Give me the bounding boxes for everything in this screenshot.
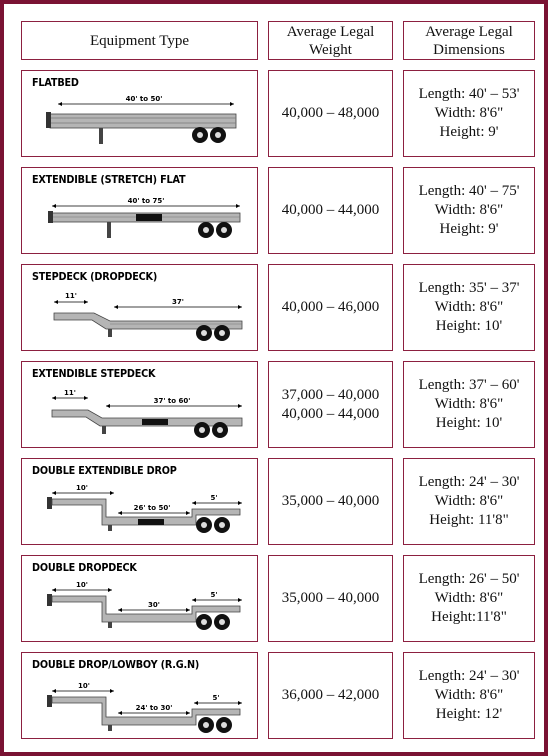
measure-label: 40' to 50': [125, 95, 163, 103]
height-value: Height: 11'8": [429, 512, 509, 528]
equipment-cell-extendible-stepdeck: [21, 361, 258, 448]
width-value: Width: 8'6": [434, 493, 504, 509]
length-value: Length: 40' – 53': [418, 86, 520, 102]
weight-cell-extendible-stepdeck: [268, 361, 393, 448]
length-value: Length: 40' – 75': [418, 183, 520, 199]
measure-label: 37': [172, 298, 184, 306]
equipment-cell-stepdeck: [21, 264, 258, 351]
equipment-title: EXTENDIBLE STEPDECK: [32, 368, 156, 380]
lowboy-trailer-diagram: [22, 653, 259, 740]
weight-cell-flatbed: [268, 70, 393, 157]
weight-value: 40,000 – 48,000: [281, 105, 380, 121]
equipment-title: STEPDECK (DROPDECK): [32, 271, 158, 283]
dimensions-cell-extendible-stepdeck: [403, 361, 535, 448]
length-value: Length: 37' – 60': [418, 377, 520, 393]
equipment-title: FLATBED: [32, 77, 79, 89]
measure-label: 5': [210, 494, 218, 502]
measure-label: 11': [65, 292, 77, 300]
width-value: Width: 8'6": [434, 105, 504, 121]
weight-value: 40,000 – 44,000: [281, 405, 380, 422]
weight-value: 37,000 – 40,000: [281, 386, 380, 403]
extendible-stepdeck-trailer-diagram: [22, 362, 259, 449]
equipment-cell-flatbed: [21, 70, 258, 157]
dimensions-cell-double-drop-lowboy: [403, 652, 535, 739]
height-value: Height: 10': [435, 415, 503, 431]
measure-label: 26' to 50': [133, 504, 171, 512]
dimensions-cell-extendible-flat: [403, 167, 535, 254]
weight-cell-extendible-flat: [268, 167, 393, 254]
length-value: Length: 26' – 50': [418, 571, 520, 587]
measure-label: 5': [210, 591, 218, 599]
width-value: Width: 8'6": [434, 202, 504, 218]
weight-cell-double-dropdeck: [268, 555, 393, 642]
measure-label: 37' to 60': [153, 397, 191, 405]
header-weight-label: Average Legal Weight: [286, 23, 375, 58]
equipment-cell-double-extendible-drop: [21, 458, 258, 545]
length-value: Length: 35' – 37': [418, 280, 520, 296]
extendible-flat-trailer-diagram: [22, 168, 259, 255]
weight-value: 40,000 – 46,000: [281, 299, 380, 315]
double-extendible-drop-trailer-diagram: [22, 459, 259, 546]
flatbed-trailer-diagram: [22, 71, 259, 158]
equipment-cell-extendible-flat: [21, 167, 258, 254]
header-equipment-type-label: Equipment Type: [89, 32, 190, 49]
header-equipment-type: [21, 21, 258, 60]
height-value: Height: 9': [439, 124, 499, 140]
width-value: Width: 8'6": [434, 687, 504, 703]
header-average-legal-weight: [268, 21, 393, 60]
measure-label: 10': [76, 581, 88, 589]
measure-label: 11': [64, 389, 76, 397]
measure-label: 40' to 75': [127, 197, 165, 205]
measure-label: 10': [78, 682, 90, 690]
equipment-cell-double-dropdeck: [21, 555, 258, 642]
equipment-title: EXTENDIBLE (STRETCH) FLAT: [32, 174, 186, 186]
header-average-legal-dimensions: [403, 21, 535, 60]
stepdeck-trailer-diagram: [22, 265, 259, 352]
weight-value: 35,000 – 40,000: [281, 493, 380, 509]
height-value: Height:11'8": [431, 609, 507, 625]
weight-cell-double-extendible-drop: [268, 458, 393, 545]
width-value: Width: 8'6": [434, 396, 504, 412]
height-value: Height: 10': [435, 318, 503, 334]
measure-label: 5': [212, 694, 220, 702]
dimensions-cell-double-dropdeck: [403, 555, 535, 642]
height-value: Height: 12': [435, 706, 503, 722]
equipment-cell-double-drop-lowboy: [21, 652, 258, 739]
weight-value: 35,000 – 40,000: [281, 590, 380, 606]
weight-cell-stepdeck: [268, 264, 393, 351]
dimensions-cell-flatbed: [403, 70, 535, 157]
measure-label: 30': [148, 601, 160, 609]
weight-value: 36,000 – 42,000: [281, 687, 380, 703]
height-value: Height: 9': [439, 221, 499, 237]
double-dropdeck-trailer-diagram: [22, 556, 259, 643]
width-value: Width: 8'6": [434, 299, 504, 315]
header-dimensions-label: Average Legal Dimensions: [425, 23, 513, 58]
length-value: Length: 24' – 30': [418, 474, 520, 490]
equipment-title: DOUBLE DROP/LOWBOY (R.G.N): [32, 659, 200, 671]
equipment-title: DOUBLE DROPDECK: [32, 562, 137, 574]
length-value: Length: 24' – 30': [418, 668, 520, 684]
measure-label: 24' to 30': [135, 704, 173, 712]
weight-cell-double-drop-lowboy: [268, 652, 393, 739]
weight-value: 40,000 – 44,000: [281, 202, 380, 218]
dimensions-cell-double-extendible-drop: [403, 458, 535, 545]
measure-label: 10': [76, 484, 88, 492]
dimensions-cell-stepdeck: [403, 264, 535, 351]
width-value: Width: 8'6": [434, 590, 504, 606]
equipment-title: DOUBLE EXTENDIBLE DROP: [32, 465, 177, 477]
